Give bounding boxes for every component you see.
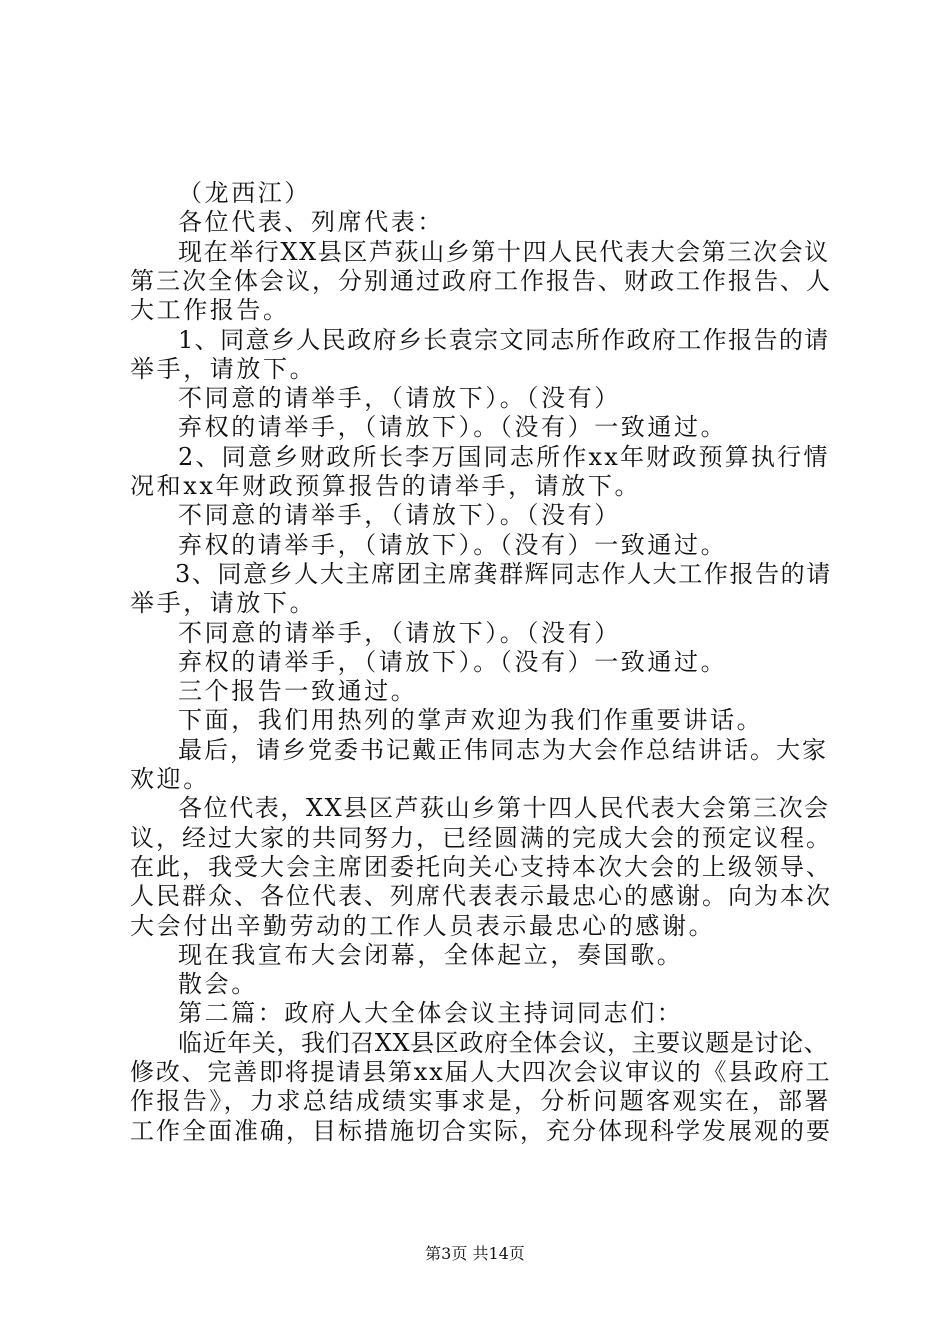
text-line: 举手，请放下。 (130, 355, 317, 383)
text-line: 3、同意乡人大主席团主席龚群辉同志作人大工作报告的请 (175, 560, 832, 588)
page-footer: 第3页 共14页 (425, 1244, 525, 1263)
text-line: 工作全面准确，目标措施切合实际，充分体现科学发展观的要 (130, 1117, 832, 1145)
text-line: 作报告》，力求总结成绩实事求是，分析问题客观实在，部署 (130, 1087, 831, 1115)
text-line: 弃权的请举手，（请放下）。（没有）一致通过。 (178, 413, 728, 441)
text-line: 议，经过大家的共同努力，已经圆满的完成大会的预定议程。 (130, 824, 832, 852)
text-line: 不同意的请举手，（请放下）。（没有） (178, 384, 621, 412)
text-line: 况和xx年财政预算报告的请举手，请放下。 (130, 472, 642, 500)
text-line: 举手，请放下。 (130, 589, 317, 617)
text-line: 第三次全体会议，分别通过政府工作报告、财政工作报告、人 (130, 267, 832, 295)
text-line: 最后，请乡党委书记戴正伟同志为大会作总结讲话。大家 (178, 736, 828, 764)
text-line: 现在举行XX县区芦荻山乡第十四人民代表大会第三次会议 (178, 238, 830, 266)
text-line: 第二篇：政府人大全体会议主持词同志们： (178, 999, 684, 1027)
text-line: 临近年关，我们召XX县区政府全体会议，主要议题是讨论、 (178, 1029, 829, 1057)
text-line: 大会付出辛勤劳动的工作人员表示最忠心的感谢。 (130, 912, 716, 940)
text-line: 不同意的请举手，（请放下）。（没有） (178, 619, 621, 647)
text-line: 人民群众、各位代表、列席代表表示最忠心的感谢。向为本次 (130, 882, 832, 910)
text-line: 不同意的请举手，（请放下）。（没有） (178, 501, 621, 529)
text-line: 各位代表，XX县区芦荻山乡第十四人民代表大会第三次会 (178, 794, 830, 822)
text-line: 现在我宣布大会闭幕，全体起立，奏国歌。 (178, 941, 684, 969)
text-line: 大工作报告。 (130, 296, 290, 324)
text-line: 修改、完善即将提请县第xx届人大四次会议审议的《县政府工 (130, 1058, 832, 1086)
text-line: 三个报告一致通过。 (178, 677, 418, 705)
text-line: 散会。 (178, 970, 258, 998)
text-line: 各位代表、列席代表： (178, 208, 444, 236)
text-line: 弃权的请举手，（请放下）。（没有）一致通过。 (178, 531, 728, 559)
text-line: （龙西江） (178, 179, 311, 207)
text-line: 在此，我受大会主席团委托向关心支持本次大会的上级领导、 (130, 853, 832, 881)
text-line: 欢迎。 (130, 765, 210, 793)
text-line: 弃权的请举手，（请放下）。（没有）一致通过。 (178, 648, 728, 676)
text-line: 1、同意乡人民政府乡长袁宗文同志所作政府工作报告的请 (178, 326, 830, 354)
text-line: 下面，我们用热列的掌声欢迎为我们作重要讲话。 (178, 706, 764, 734)
text-line: 2、同意乡财政所长李万国同志所作xx年财政预算执行情 (178, 443, 830, 471)
